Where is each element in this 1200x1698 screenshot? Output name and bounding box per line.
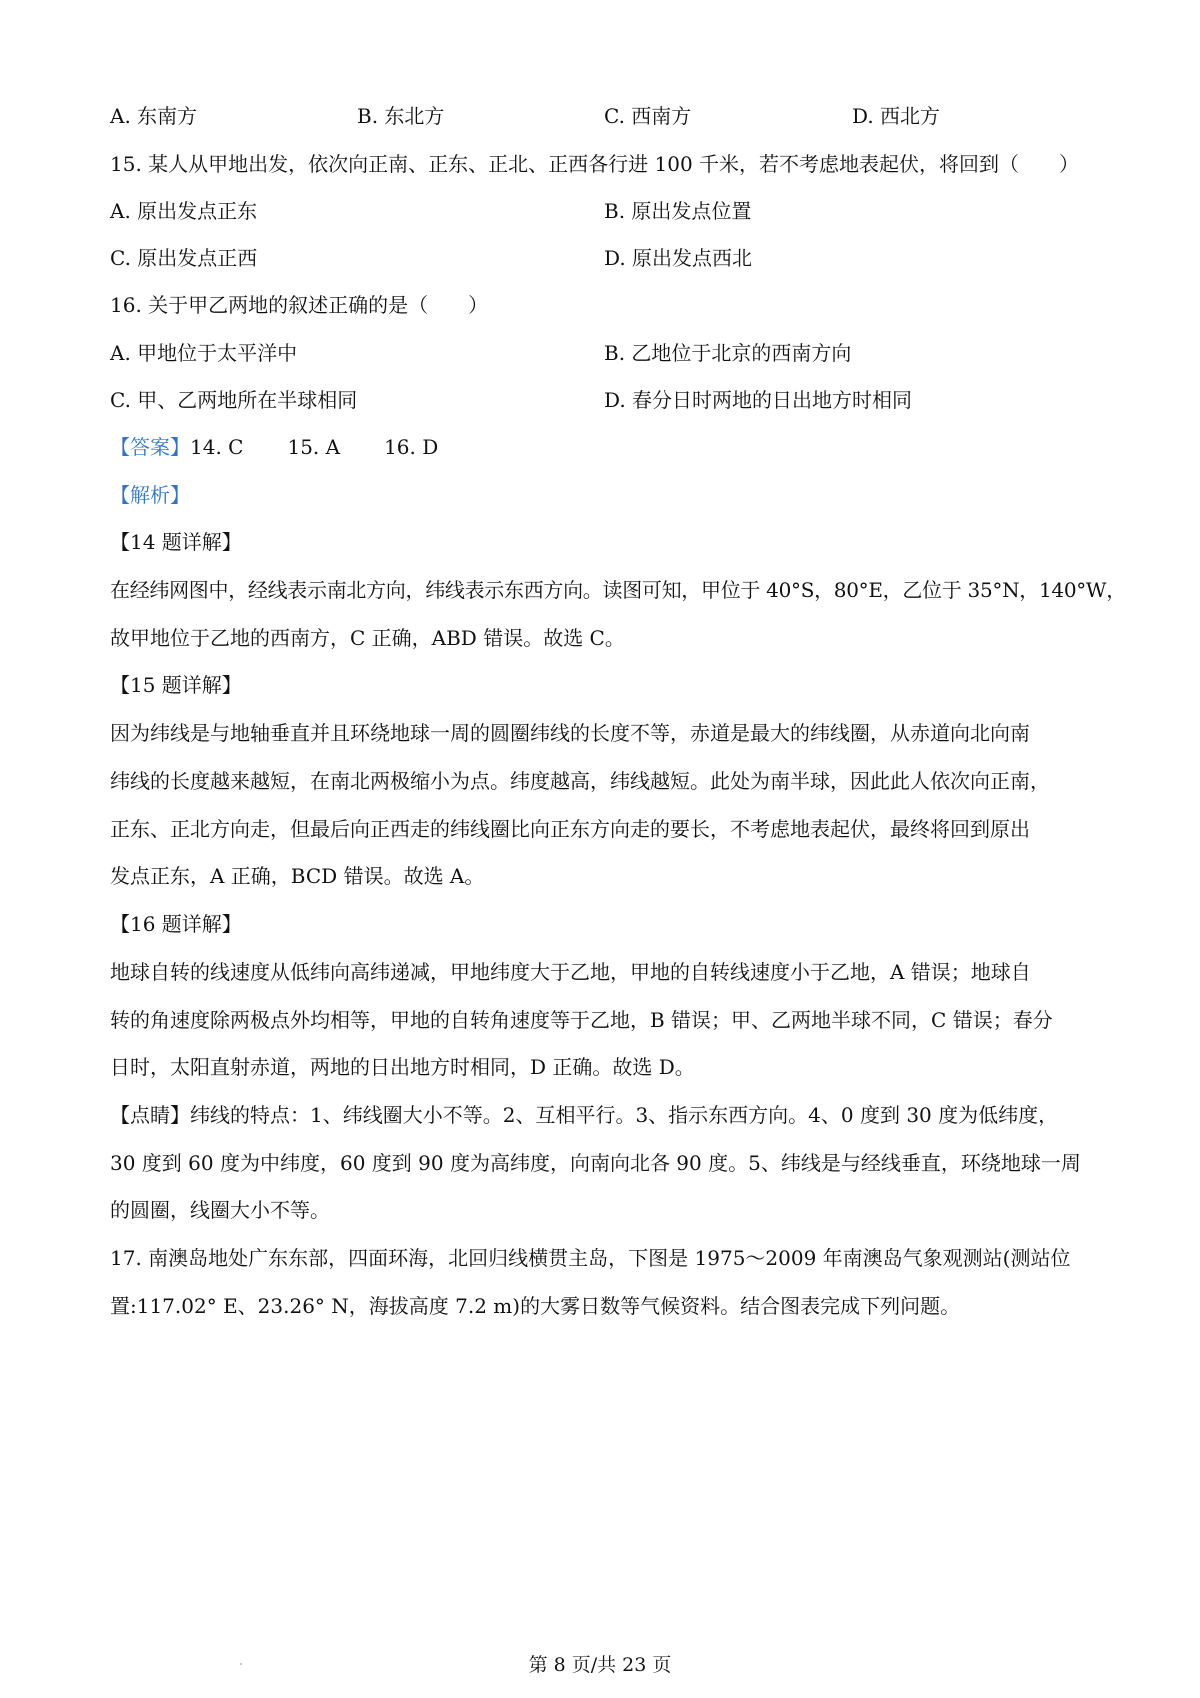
detail14-line: 在经纬网图中，经线表示南北方向，纬线表示东西方向。读图可知，甲位于 40°S，80°E，乙位于 35°N，140°W， xyxy=(110,578,1126,602)
detail15-line: 正东、正北方向走，但最后向正西走的纬线圈比向正东方向走的要长，不考虑地表起伏，最终将回到原出 xyxy=(110,817,1030,841)
q16-option-a: A. 甲地位于太平洋中 xyxy=(110,341,298,365)
q17-line: 置:117.02° E、23.26° N，海拔高度 7.2 m)的大雾日数等气候资料。结合图表完成下列问题。 xyxy=(110,1294,961,1318)
q14-option-c: C. 西南方 xyxy=(604,104,692,128)
answer-line xyxy=(110,433,438,463)
tip-line: 30 度到 60 度为中纬度，60 度到 90 度为高纬度，向南向北各 90 度。5、纬线是与经线垂直，环绕地球一周 xyxy=(110,1151,1081,1175)
q14-option-b: B. 东北方 xyxy=(357,104,445,128)
analysis-tag: 【解析】 xyxy=(110,483,190,507)
q16-stem: 16. 关于甲乙两地的叙述正确的是（ ） xyxy=(110,293,489,317)
q15-option-b: B. 原出发点位置 xyxy=(604,199,752,223)
answer-tag: 【答案】 xyxy=(110,435,190,459)
q14-option-a: A. 东南方 xyxy=(110,104,198,128)
q16-option-c: C. 甲、乙两地所在半球相同 xyxy=(110,388,358,412)
detail16-line: 转的角速度除两极点外均相等，甲地的自转角速度等于乙地，B 错误；甲、乙两地半球不同，C 错误；春分 xyxy=(110,1008,1053,1032)
detail15-line: 纬线的长度越来越短，在南北两极缩小为点。纬度越高，纬线越短。此处为南半球，因此此人依次向正南， xyxy=(110,769,1050,793)
tip-line: 【点睛】纬线的特点：1、纬线圈大小不等。2、互相平行。3、指示东西方向。4、0 度到 30 度为低纬度， xyxy=(110,1103,1059,1127)
detail16-line: 地球自转的线速度从低纬向高纬递减，甲地纬度大于乙地，甲地的自转线速度小于乙地，A 错误；地球自 xyxy=(110,960,1031,984)
answer-item: 14. C xyxy=(190,435,244,459)
detail15-heading: 【15 题详解】 xyxy=(110,673,242,697)
q17-line: 17. 南澳岛地处广东东部，四面环海，北回归线横贯主岛，下图是 1975～2009 年南澳岛气象观测站(测站位 xyxy=(110,1246,1071,1270)
detail14-heading: 【14 题详解】 xyxy=(110,530,242,554)
q15-stem: 15. 某人从甲地出发，依次向正南、正东、正北、正西各行进 100 千米，若不考虑地表起伏，将回到（ ） xyxy=(110,152,1080,176)
detail14-line: 故甲地位于乙地的西南方，C 正确，ABD 错误。故选 C。 xyxy=(110,626,625,650)
page-footer: 第 8 页/共 23 页 xyxy=(528,1654,672,1676)
answer-item: 16. D xyxy=(384,435,439,459)
q16-option-d: D. 春分日时两地的日出地方时相同 xyxy=(604,388,913,412)
q16-option-b: B. 乙地位于北京的西南方向 xyxy=(604,341,852,365)
detail15-line: 发点正东，A 正确，BCD 错误。故选 A。 xyxy=(110,864,485,888)
answer-item: 15. A xyxy=(287,435,341,459)
q15-option-a: A. 原出发点正东 xyxy=(110,199,258,223)
q15-option-c: C. 原出发点正西 xyxy=(110,246,258,270)
detail16-heading: 【16 题详解】 xyxy=(110,912,242,936)
detail16-line: 日时，太阳直射赤道，两地的日出地方时相同，D 正确。故选 D。 xyxy=(110,1055,695,1079)
q14-option-d: D. 西北方 xyxy=(852,104,941,128)
detail15-line: 因为纬线是与地轴垂直并且环绕地球一周的圆圈纬线的长度不等，赤道是最大的纬线圈，从赤道向北向南 xyxy=(110,721,1030,745)
tip-line: 的圆圈，线圈大小不等。 xyxy=(110,1198,330,1222)
q15-option-d: D. 原出发点西北 xyxy=(604,246,753,270)
